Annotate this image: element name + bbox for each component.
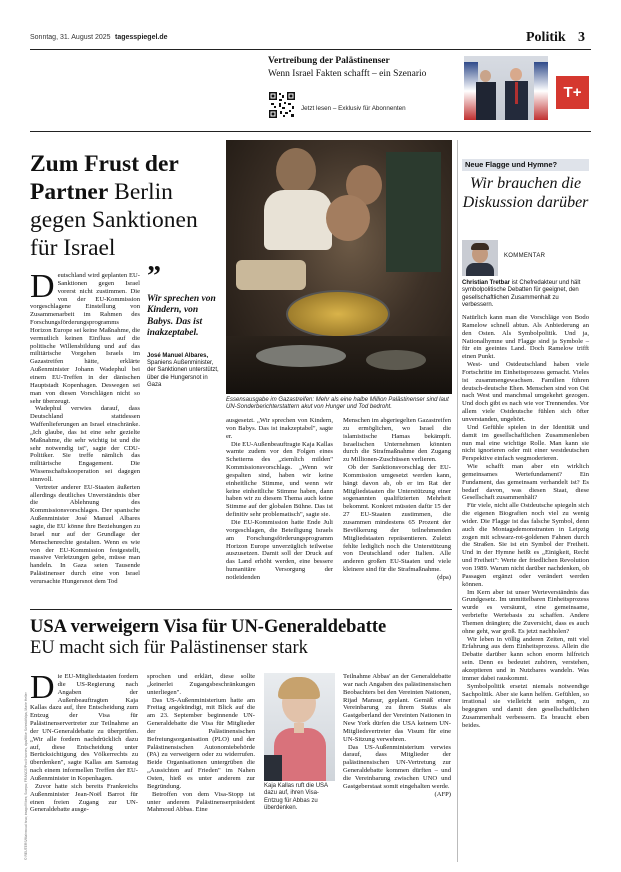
quote-author-role: Spaniens Außenminister, der Sanktionen unterstützt, über die Hungersnot in Gaza	[147, 360, 219, 388]
main-col3-p3: Die EU-Kommission hatte Ende Juli vorgeschlagen, die Beteiligung Israels am Forschungsförderungsprogramm Horizon Europe unverzüglich teilweise auszusetzen. Damit soll der Druck auf das Land erhöht werden, eine bessere humanitäre Versorgung der notleidenden	[226, 518, 333, 581]
dropcap: D	[30, 669, 55, 706]
gaza-photo	[226, 140, 452, 394]
second-col2-p2: Das US-Außenministerium hatte am Freitag angekündigt, mit Blick auf die am 23. September beginnende UN-Generaldebatte die Visa für Mitglieder der Palästinensischen Befreiungsorganisation (PLO) und der Palästinensischen Autonomiebehörde (PA) zu verweigern oder zu widerrufen. Beide Organisationen untergrüben die „Aussichten auf Frieden" im Nahen Osten, hieß es unter anderem zur Begründung.	[147, 696, 255, 790]
brand-name: tagesspiegel.de	[115, 34, 168, 41]
promo-photo	[464, 56, 548, 120]
second-col3-p2: Das US-Außenministerium verwies darauf, dass Mitglieder der palästinensischen UN-Vertretung zur Generaldebatte kommen dürften – und die Vereinbarung zwischen UNO und Gastgeberstaat somit eingehalten werde.	[343, 743, 451, 790]
commentary-divider	[457, 140, 458, 862]
author-photo	[462, 240, 498, 276]
commentary-author	[462, 280, 589, 309]
second-col1-p1: ie EU-Mitgliedstaaten fordern die US-Regierung nach Angaben der Außenbeauftragten Kaja Kallas dazu auf, ihre Entscheidung zum Entzug der Visa für Palästinenservertreter zur Teilnahme an der UN-Generaldebatte zu überprüfen. „Wir alle fordern nachdrücklich dazu auf, diese Entscheidung unter Berücksichtigung des Völkerrechts zu überdenken", sagte Kallas am Samstag nach einem informellen Treffen der EU-Außenminister in Kopenhagen.	[30, 673, 138, 782]
second-col1-p2: Zuvor hatte sich bereits Frankreichs Außenminister Jean-Noël Barrot für einen freien Zugang zur UN-Generaldebatte ausge-	[30, 782, 138, 814]
second-article-rule	[30, 609, 452, 610]
commentary-p8: Symbolpolitik ersetzt niemals notwendige Sachpolitik. Aber sie kann helfen. Gefühlen, so irrational sie vielleicht sein mögen, zu begegnen und damit den gesellschaftlichen Zusammenhalt verbessern. Es braucht eben beides.	[462, 682, 589, 729]
second-col3-p1: Teilnahme Abbas' an der Generaldebatte war nach Angaben des palästinensischen Beobachters bei den Vereinten Nationen, Rijad Mansur, geplant. Gemäß einer Vereinbarung zu ihrem Status als Gastgeberland der Vereinten Nationen in New York dürfen die USA keinem UN-Mitgliedsvertreter das Visum für eine UN-Sitzung verwehren.	[343, 673, 451, 743]
main-headline-bold: Zum Frust der Partner	[30, 151, 179, 205]
quote-author	[147, 353, 222, 389]
second-col2-p1: sprochen und erklärt, diese sollte „keinerlei Zugangsbeschränkungen unterliegen".	[147, 673, 255, 696]
commentary-p2: West- und Ostdeutschland haben viele Fortschritte im Einheitsprozess gemacht. Vieles ist zusammengewachsen. Familien führen deutsch-deutsche Ehen. Menschen sind von Ost nach West und manchmal umgekehrt gezogen. Und doch gibt es nach wie vor Trennendes. Vor allem viele Ostdeutsche fühlen sich öfter unverstanden, ungehört.	[462, 361, 589, 423]
commentary-p4: Wie schafft man aber ein wirklich gemeinsames Wertefundament? Ein Fundament, das gemeinsam verhandelt ist? Es bedarf davon, was diesen Staat, diese Gesellschaft zusammenhält?	[462, 463, 589, 502]
promo-cta[interactable]: Jetzt lesen – Exklusiv für Abonnenten	[301, 105, 406, 112]
photo-credit: © REUTERS/Mahmoud Issa; imago/Vibes; Scarpa; FRANCE/Pool Hannes, dpa/Mike Schmidt/dpa, Marie Heller	[24, 692, 28, 860]
gaza-photo-caption: Essensausgabe im Gazastreifen: Mehr als eine halbe Million Palästinenser sind laut UN-Sonderberichterstattern akut von Hunger und Tod bedroht.	[226, 397, 449, 411]
quote-author-name: José Manuel Albares,	[147, 353, 209, 359]
main-article-col1	[30, 268, 140, 586]
second-article-col2	[147, 673, 255, 814]
promo-title[interactable]: Wenn Israel Fakten schafft – ein Szenario	[268, 69, 427, 79]
main-col4-p1: Menschen im abgeriegelten Gazastreifen zu ermöglichen, wo Israel die islamistische Hamas bekämpft. Israelischen Unternehmen könnten durch die Strafmaßnahme den Zugang zu Millionen-Zuschüssen verlieren.	[343, 417, 451, 464]
main-col1-p2: Wadephul verwies darauf, dass Deutschland stattdessen Waffenlieferungen an Israel einschränke. „Ich glaube, das ist eine sehr gezielte Maßnahme, die sehr wichtig ist und die sehr notwendig ist", sagte der CDU-Politiker. Sie treffe nämlich das militärische Engagement. Die Wissenschaftskooperation sei dagegen sinnvoll.	[30, 405, 140, 483]
dropcap: D	[30, 268, 55, 305]
quote-mark-icon: ”	[147, 261, 161, 292]
qr-code-icon[interactable]	[268, 91, 296, 119]
commentary-p5: Für viele, nicht alle Ostdeutsche spiegeln sich die eigenen Biografien noch viel zu wenig wider. Die Flagge ist das falsche Symbol, denn auch die Montagsdemonstranten in Leipzig zogen mit schwarz-rot-goldenen Fahnen durch die Straßen. Sie ist ein Symbol der Freiheit. Und in der Hymne heißt es „Einigkeit, Recht und Freiheit": Werte der friedlichen Revolution von 1989. Warum nicht darüber nachdenken, ob Passagen ergänzt oder verändert werden können.	[462, 502, 589, 588]
page-number: 3	[578, 30, 585, 45]
second-subheadline: EU macht sich für Palästinenser stark	[30, 638, 308, 658]
main-col1-p3: Vertreter anderer EU-Staaten äußerten allerdings deutliches Unverständnis über die Ablehnung des Kommissionsvorschlages. Der spanische Außenminister José Manuel Albares sagte, die EU könne ihre Beziehungen zu Israel nur auf der Grundlage der Menschenrechte gestalten. Wenn es wie von der EU-Kommission festgestellt, massive Verletzungen gebe, müsse man handeln. In Gaza seien Tausende Palästinenser durch eine von Israel verursachte Hungersnot dem Tod	[30, 483, 140, 585]
pull-quote: Wir sprechen von Kindern, von Babys. Das ist inakzeptabel.	[147, 294, 216, 339]
second-col3-source: (AFP)	[434, 790, 451, 798]
kallas-photo-caption: Kaja Kallas ruft die USA dazu auf, ihren Visa-Entzug für Abbas zu überdenken.	[264, 783, 328, 811]
second-headline: USA verweigern Visa für UN-Generaldebatte	[30, 617, 387, 637]
header-rule	[30, 49, 591, 50]
commentary-text	[462, 314, 589, 730]
main-headline	[30, 150, 220, 262]
subscriber-badge[interactable]: T+	[556, 76, 589, 109]
commentary-p3: Und Gefühle spielen in der Identität und damit im gesellschaftlichen Zusammenleben nun mal eine wichtige Rolle. Man kann sie nicht ignorieren oder mit einer westdeutschen Perspektive einfach wegmoderieren.	[462, 423, 589, 463]
main-col4-source: (dpa)	[437, 573, 451, 581]
second-article-col3	[343, 673, 451, 799]
commentary-p6: Im Kern aber ist unser Werteverständnis das Grundgesetz. Im unmittelbaren Einheitsprozess wurde es versäumt, eine gemeinsame, verbriefte Wertebasis zu schaffen. Andere Themen drängten; die Zuversicht, dass es auch ohne geht, war groß. Es jetzt nachholen?	[462, 588, 589, 635]
commentary-p7: Wir leben in völlig anderen Zeiten, mit viel Erfahrung aus dem Einheitsprozess. Allein die Debatte darüber kann schon enorm hilfreich sein. Denn es bedeutet zuhören, verstehen, akzeptieren und in Nutzbares wandeln. Was immer dabei rauskommt.	[462, 635, 589, 682]
main-article-col4	[343, 417, 451, 582]
main-col1-p1: eutschland wird geplanten EU-Sanktionen gegen Israel vorerst nicht zustimmen. Die von der EU-Kommission vorgeschlagene Einstellung von Zusammenarbeit im Rahmen des Forschungsförderungsprogramms Horizon Europe sei keine Maßnahme, die vermutlich keinen Einfluss auf die politische Willensbildung und auf das militärische Vorgehen Israels im Gazastreifen hätte, erklärte Außenminister Johann Wadephul bei einem EU-Treffen in der dänischen Hauptstadt Kopenhagen. Deswegen sei man von diesen Vorschlägen nicht so sehr überzeugt.	[30, 272, 140, 405]
commentary-title: Wir brauchen die Diskussion darüber	[462, 175, 589, 211]
kallas-photo	[264, 673, 335, 781]
commentary-kicker: Neue Flagge und Hymne?	[462, 159, 589, 171]
commentary-p1: Natürlich kann man die Vorschläge von Bodo Ramelow schnell abtun. Als Anbiederung an den Osten. Als Symbolpolitik. Und ja, Nationalhymne und Flagge sind ja Symbole – für ein geeintes Land. Doch Ramelow trifft einen Punkt.	[462, 314, 589, 361]
commentary-author-bio: ist Chefredakteur und hält symbolpolitische Debatten für geeignet, den gesellschaftlichen Zusammenhalt zu verbessern.	[462, 280, 581, 308]
commentary-label: KOMMENTAR	[504, 253, 546, 259]
second-article-col1	[30, 669, 138, 814]
commentary-author-name: Christian Tretbar	[462, 280, 511, 286]
main-article-col3	[226, 417, 333, 582]
promo-kicker: Vertreibung der Palästinenser	[268, 56, 390, 66]
promo-rule	[30, 131, 591, 132]
second-col2-p3: Betroffen von dem Visa-Stopp ist unter anderem Palästinenserpräsident Mahmoud Abbas. Eine	[147, 790, 255, 814]
main-col3-p1: ausgesetzt. „Wir sprechen von Kindern, von Babys. Das ist inakzeptabel", sagte er.	[226, 417, 333, 440]
page-date: Sonntag, 31. August 2025	[30, 34, 111, 41]
main-headline-rest: Berlin gegen Sanktionen für Israel	[30, 179, 198, 261]
section-name: Politik	[526, 30, 566, 45]
main-col3-p2: Die EU-Außenbeauftragte Kaja Kallas warnte zudem vor den Folgen eines Scheiterns des „ziemlich milden" Kommissionsvorschlags. „Wenn wir gespalten sind, haben wir keine einheitliche Stimme, und wenn wir keine einheitliche Stimme haben, dann haben wir zu diesem Thema auch keine Stimme auf der globalen Bühne. Das ist definitiv sehr problematisch", sagte sie.	[226, 440, 333, 519]
main-col4-p2: Ob der Sanktionsvorschlag der EU-Kommission umgesetzt werden kann, hängt davon ab, ob er im Rat der Mitgliedstaaten die Unterstützung einer sogenannten qualifizierten Mehrheit bekommt. Konkret müssten dafür 15 der 27 EU-Staaten zustimmen, die zusammen mindestens 65 Prozent der Bevölkerung der teilnehmenden Mitgliedstaaten repräsentieren. Zuletzt fehlte lediglich noch die Unterstützung von Deutschland oder Italien. Alle anderen großen EU-Staaten und viele kleinere sind für die Strafmaßnahme.	[343, 464, 451, 574]
